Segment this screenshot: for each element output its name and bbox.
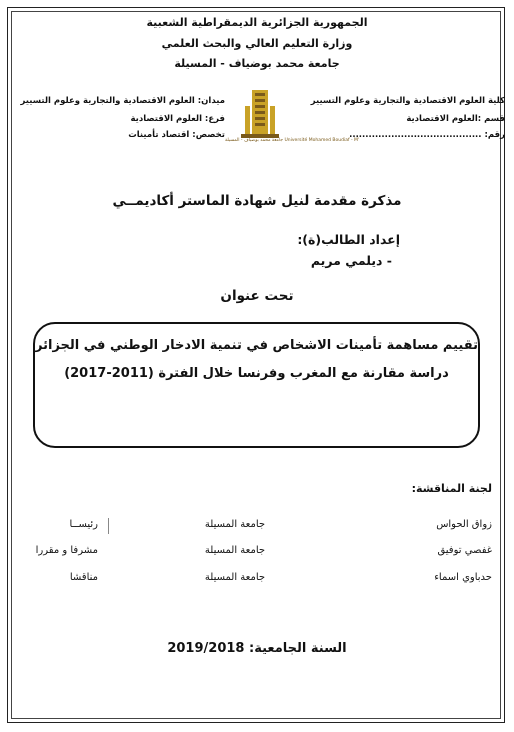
academic-year: السنة الجامعية: 2019/2018 xyxy=(167,641,347,656)
logo-caption: جامعة محمد بوضياف - المسيلة Université Mohamed Boudiaf - M' xyxy=(225,138,360,143)
member-name: غفصي توفيق xyxy=(437,545,492,556)
field-label: ميدان: العلوم الاقتصادية والتجارية وعلوم التسيير xyxy=(20,96,225,106)
ministry-line: وزارة التعليم العالي والبحث العلمي xyxy=(161,37,353,50)
member-university: جامعة المسيلة xyxy=(204,545,266,556)
thesis-heading: مذكرة مقدمة لنيل شهادة الماستر أكاديمــي xyxy=(112,193,402,209)
prepared-by-label: إعداد الطالب(ة): xyxy=(297,232,400,247)
university-tower-logo-icon xyxy=(237,88,283,140)
specialty-label: تخصص: اقتصاد تأمينات xyxy=(128,130,225,140)
university-line: جامعة محمد بوضياف - المسيلة xyxy=(174,57,340,70)
member-name: زواق الحواس xyxy=(436,519,492,530)
text-cursor-mark xyxy=(108,518,109,534)
thesis-title-line2: دراسة مقارنة مع المغرب وفرنسا خلال الفترة (2011-2017) xyxy=(64,366,449,381)
faculty-label: كلية العلوم الاقتصادية والتجارية وعلوم التسيير xyxy=(310,96,505,106)
department-label: قسم :العلوم الاقتصادية xyxy=(406,114,505,124)
under-title-label: تحت عنوان xyxy=(220,288,294,304)
member-name: حدباوي اسماء xyxy=(434,572,492,583)
student-name: - ديلمي مريم xyxy=(310,253,392,268)
thesis-title-box xyxy=(33,322,480,448)
member-university: جامعة المسيلة xyxy=(204,572,266,583)
republic-line: الجمهورية الجزائرية الديمقراطية الشعبية xyxy=(146,16,368,29)
member-role: مشرفا و مقررا xyxy=(35,545,98,556)
branch-label: فرع: العلوم الاقتصادية xyxy=(130,114,225,124)
number-field: رقم: ......................................... xyxy=(349,130,505,140)
member-university: جامعة المسيلة xyxy=(204,519,266,530)
member-role: مناقشا xyxy=(69,572,98,583)
member-role: رئيســا xyxy=(69,519,98,530)
committee-label: لجنة المناقشة: xyxy=(411,482,492,495)
thesis-title-line1: تقييم مساهمة تأمينات الاشخاص في تنمية الادخار الوطني في الجزائر xyxy=(35,338,478,353)
